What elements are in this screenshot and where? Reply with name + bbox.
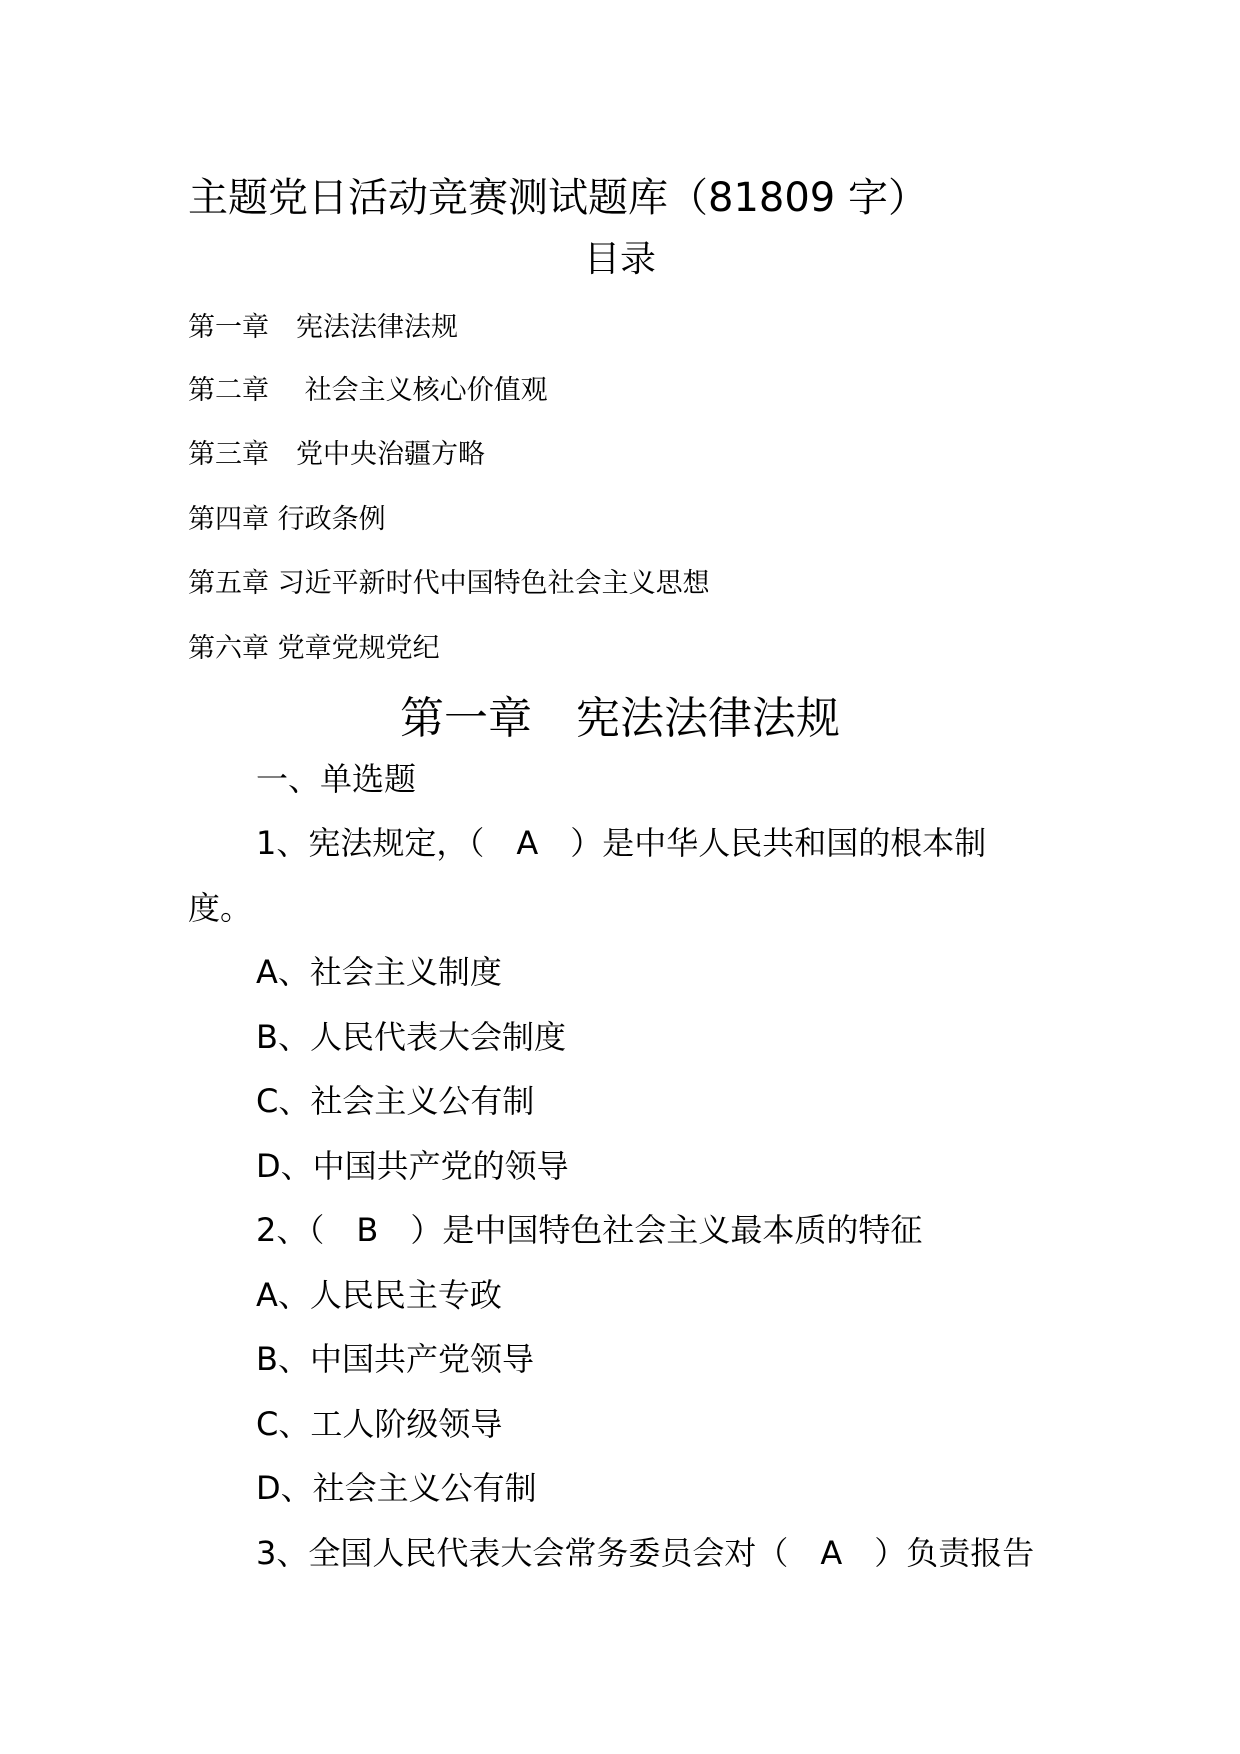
toc-item: 第二章 社会主义核心价值观: [188, 375, 548, 406]
answer-option: C、工人阶级领导: [256, 1405, 503, 1443]
toc-heading: 目录: [583, 239, 656, 280]
answer-option: C、社会主义公有制: [256, 1082, 535, 1120]
question-stem: 3、全国人民代表大会常务委员会对（ A ）负责报告: [256, 1534, 1035, 1572]
toc-item: 第六章 党章党规党纪: [188, 633, 440, 664]
section-heading: 一、单选题: [256, 760, 417, 798]
answer-option: D、中国共产党的领导: [256, 1147, 569, 1185]
answer-option: A、人民民主专政: [256, 1276, 502, 1314]
answer-option: A、社会主义制度: [256, 953, 502, 991]
question-stem: 2、（ B ）是中国特色社会主义最本质的特征: [256, 1211, 923, 1249]
question-stem-continuation: 度。: [188, 889, 253, 927]
toc-item: 第五章 习近平新时代中国特色社会主义思想: [188, 568, 710, 599]
answer-option: B、人民代表大会制度: [256, 1018, 566, 1056]
answer-option: B、中国共产党领导: [256, 1340, 534, 1378]
toc-item: 第四章 行政条例: [188, 504, 386, 535]
chapter-heading: 第一章 宪法法律法规: [400, 693, 840, 744]
question-stem: 1、宪法规定，（ A ）是中华人民共和国的根本制: [256, 824, 987, 862]
document-title: 主题党日活动竞赛测试题库（81809 字）: [188, 175, 928, 221]
toc-item: 第三章 党中央治疆方略: [188, 439, 485, 470]
answer-option: D、社会主义公有制: [256, 1469, 537, 1507]
toc-item: 第一章 宪法法律法规: [188, 312, 458, 343]
